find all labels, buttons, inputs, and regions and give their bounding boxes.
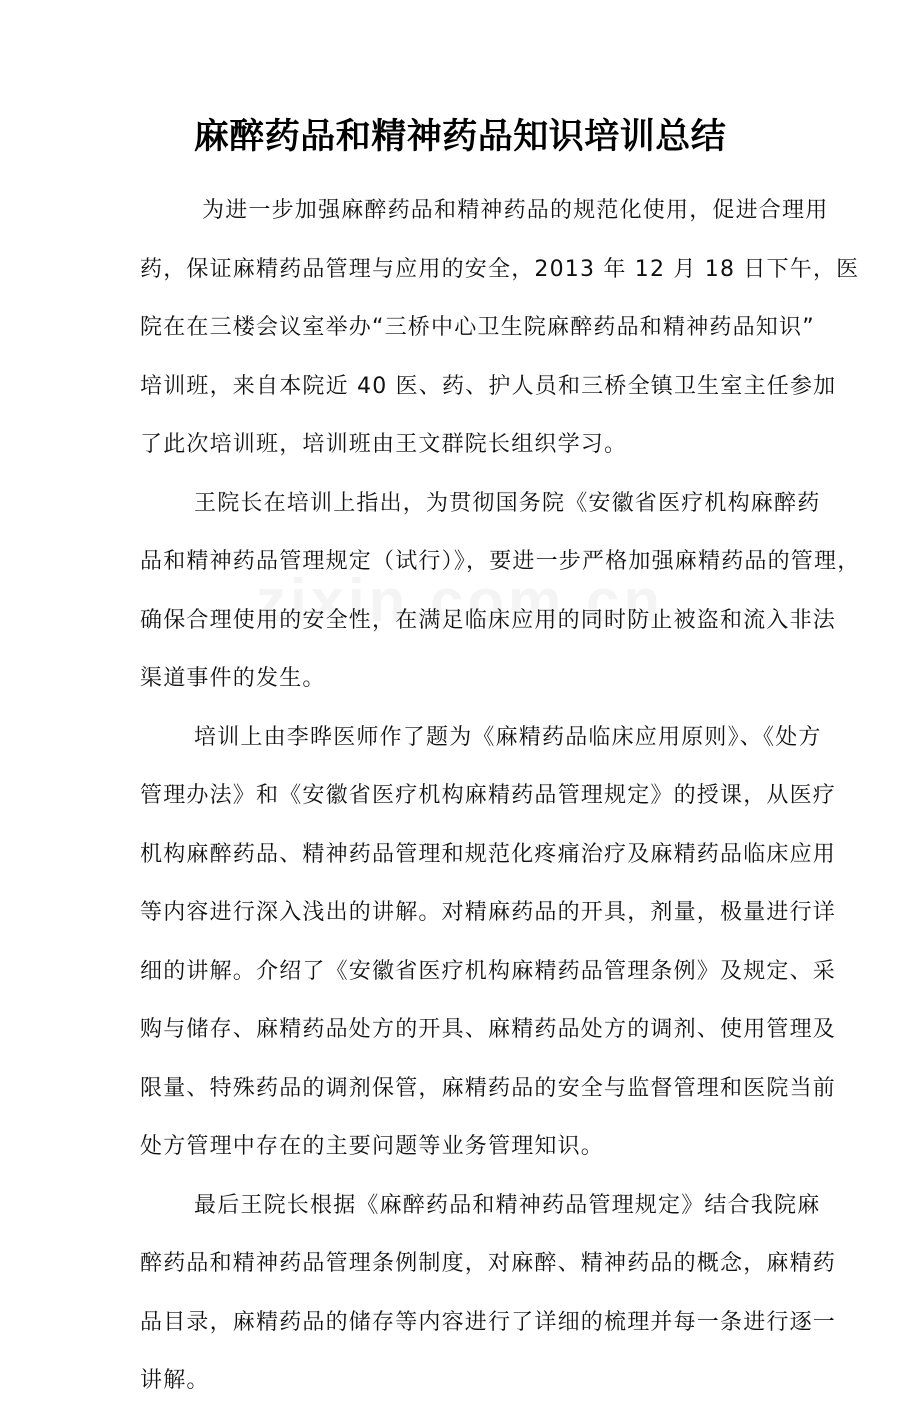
text-line: 最后王院长根据《麻醉药品和精神药品管理规定》结合我院麻 [194, 1192, 821, 1218]
paragraph-1 [140, 182, 860, 475]
text-line: 品和精神药品管理规定（试行）》，要进一步严格加强麻精药品的管理， [140, 549, 861, 574]
text-line: 为进一步加强麻醉药品和精神药品的规范化使用，促进合理用 [202, 198, 829, 223]
text-line: 购与储存、麻精药品处方的开具、麻精药品处方的调剂、使用管理及 [140, 1017, 837, 1042]
text-line: 确保合理使用的安全性，在满足临床应用的同时防止被盗和流入非法 [140, 607, 837, 633]
text-line: 院在在三楼会议室举办“三桥中心卫生院麻醉药品和精神药品知识” [140, 315, 815, 340]
text-line: 管理办法》和《安徽省医疗机构麻精药品管理规定》的授课，从医疗 [140, 783, 837, 808]
document-title: 麻醉药品和精神药品知识培训总结 [193, 116, 727, 157]
text-line: 培训上由李晔医师作了题为《麻精药品临床应用原则》、《处方 [194, 724, 822, 750]
text-line: 培训班，来自本院近 40 医、药、护人员和三桥全镇卫生室主任参加 [140, 373, 837, 399]
text-line: 渠道事件的发生。 [140, 666, 326, 691]
text-line: 机构麻醉药品、精神药品管理和规范化疼痛治疗及麻精药品临床应用 [140, 841, 837, 867]
paragraph-4 [140, 1177, 837, 1411]
text-line: 细的讲解。介绍了《安徽省医疗机构麻精药品管理条例》及规定、采 [140, 958, 837, 984]
text-line: 药，保证麻精药品管理与应用的安全，2013 年 12 月 18 日下午，医 [140, 256, 860, 282]
paragraph-3 [140, 709, 837, 1177]
text-line: 王院长在培训上指出，为贯彻国务院《安徽省医疗机构麻醉药 [194, 490, 821, 516]
text-line: 讲解。 [140, 1368, 210, 1393]
text-line: 品目录，麻精药品的储存等内容进行了详细的梳理并每一条进行逐一 [140, 1309, 837, 1335]
text-line: 等内容进行深入浅出的讲解。对精麻药品的开具，剂量，极量进行详 [140, 900, 837, 925]
document-body [140, 182, 861, 1411]
text-line: 限量、特殊药品的调剂保管，麻精药品的安全与监督管理和医院当前 [140, 1075, 837, 1101]
paragraph-2 [140, 475, 861, 709]
text-line: 醉药品和精神药品管理条例制度，对麻醉、精神药品的概念，麻精药 [140, 1251, 837, 1276]
text-line: 了此次培训班，培训班由王文群院长组织学习。 [140, 432, 628, 457]
text-line: 处方管理中存在的主要问题等业务管理知识。 [140, 1134, 605, 1159]
